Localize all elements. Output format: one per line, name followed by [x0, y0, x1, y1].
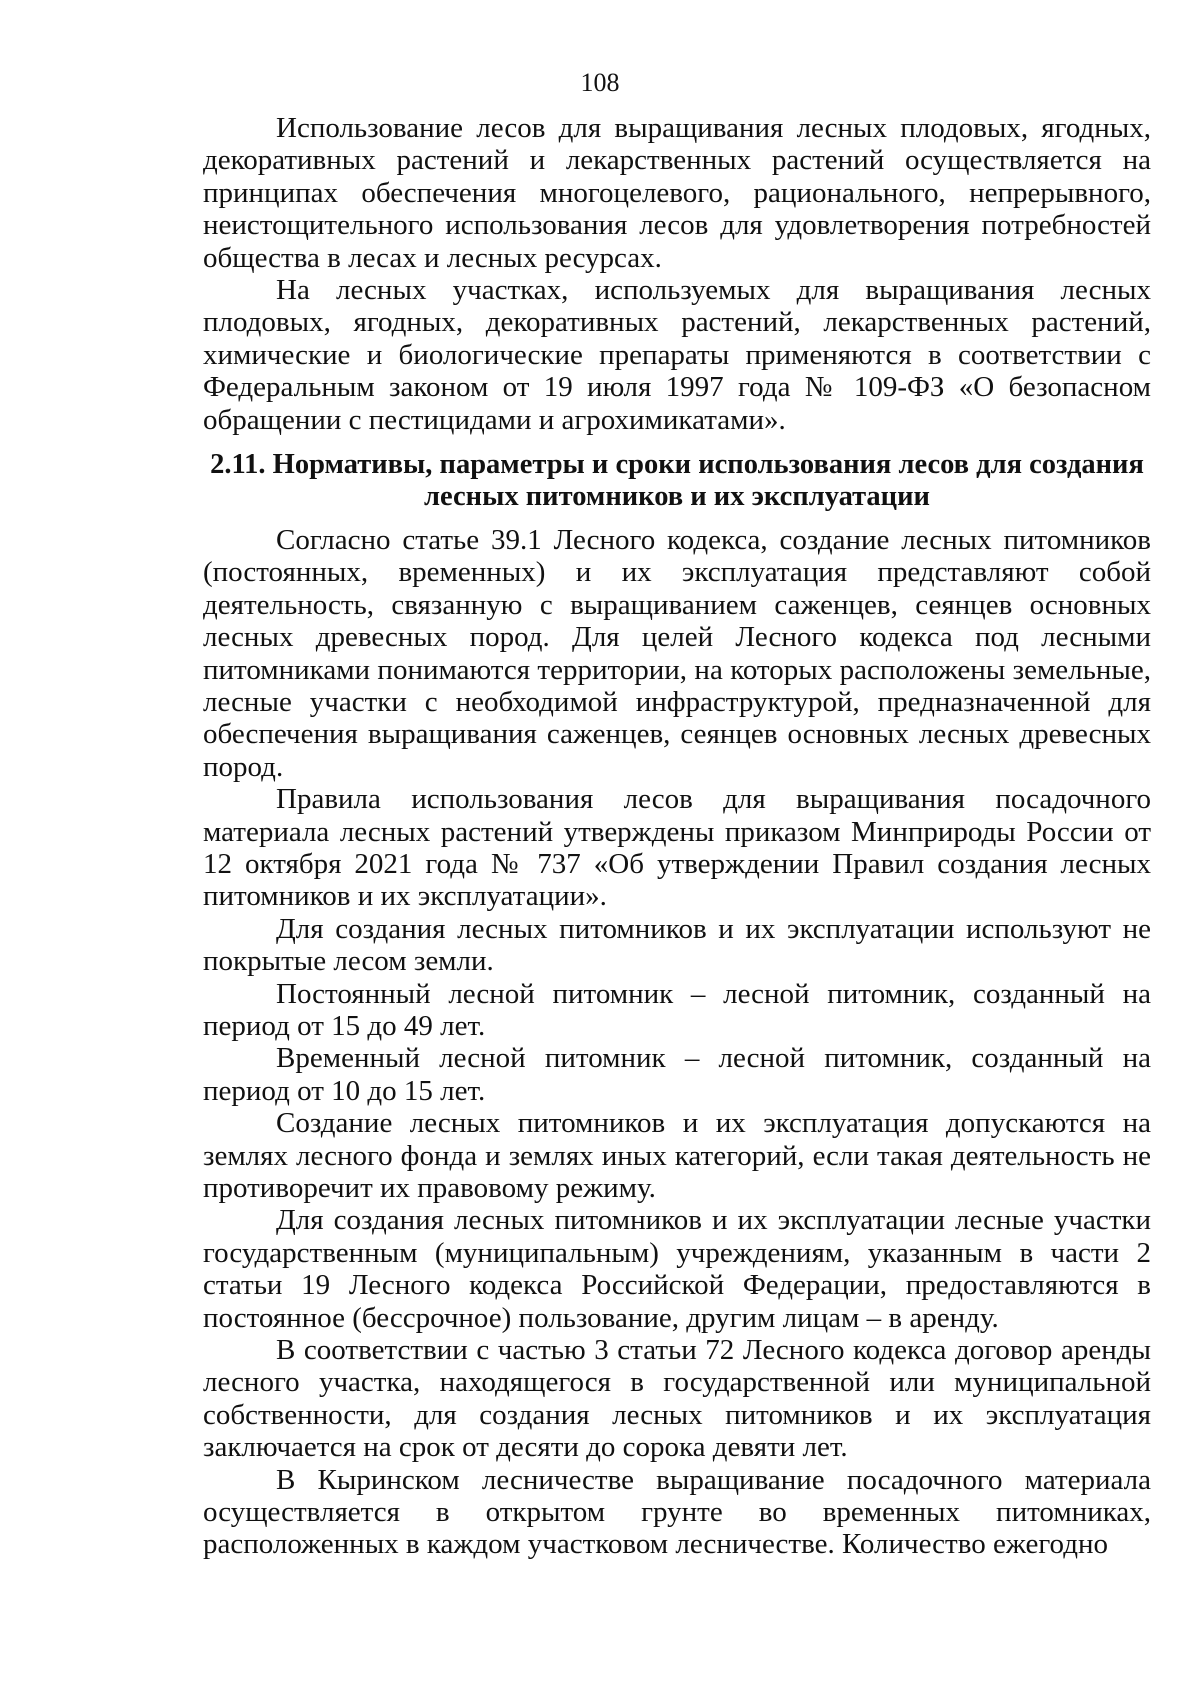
paragraph: На лесных участках, используемых для выращивания лесных плодовых, ягодных, декоративных растений, лекарственных растений, химические и биологические препараты применяются в соответствии с Федеральным законом от 19 июля 1997 года № 109-ФЗ «О безопасном обращении с пестицидами и агрохимикатами». — [203, 274, 1151, 436]
paragraph: Создание лесных питомников и их эксплуатация допускаются на землях лесного фонда и землях иных категорий, если такая деятельность не противоречит их правовому режиму. — [203, 1107, 1151, 1204]
paragraph: Для создания лесных питомников и их эксплуатации используют не покрытые лесом земли. — [203, 912, 1151, 978]
section-heading-line: лесных питомников и их эксплуатации — [424, 481, 930, 513]
paragraph: В соответствии с частью 3 статьи 72 Лесного кодекса договор аренды лесного участка, находящегося в государственной или муниципальной собственности, для создания лесных питомников и их эксплуатация заключается на срок от десяти до сорока девяти лет. — [203, 1334, 1151, 1464]
section-heading-line: 2.11. Нормативы, параметры и сроки использования лесов для создания — [210, 449, 1144, 481]
paragraph: Для создания лесных питомников и их эксплуатации лесные участки государственным (муниципальным) учреждениям, указанным в части 2 статьи 19 Лесного кодекса Российской Федерации, предоставляются в постоянное (бессрочное) пользование, другим лицам – в аренду. — [203, 1204, 1151, 1334]
paragraph: Согласно статье 39.1 Лесного кодекса, создание лесных питомников (постоянных, временных) и их эксплуатация представляют собой деятельность, связанную с выращиванием саженцев, сеянцев основных лесных древесных пород. Для целей Лесного кодекса под лесными питомниками понимаются территории, на которых расположены земельные, лесные участки с необходимой инфраструктурой, предназначенной для обеспечения выращивания саженцев, сеянцев основных лесных древесных пород. — [203, 523, 1151, 783]
paragraph: Использование лесов для выращивания лесных плодовых, ягодных, декоративных растений и лекарственных растений осуществляется на принципах обеспечения многоцелевого, рационального, непрерывного, неистощительного использования лесов для удовлетворения потребностей общества в лесах и лесных ресурсах. — [203, 112, 1151, 274]
page-number: 108 — [580, 68, 620, 97]
document-body — [203, 112, 1151, 1561]
paragraph: Правила использования лесов для выращивания посадочного материала лесных растений утверждены приказом Минприроды России от 12 октября 2021 года № 737 «Об утверждении Правил создания лесных питомников и их эксплуатации». — [203, 783, 1151, 913]
paragraph: В Кыринском лесничестве выращивание посадочного материала осуществляется в открытом грунте во временных питомниках, расположенных в каждом участковом лесничестве. Количество ежегодно — [203, 1463, 1151, 1561]
paragraph: Постоянный лесной питомник – лесной питомник, созданный на период от 15 до 49 лет. — [203, 977, 1151, 1042]
paragraph: Временный лесной питомник – лесной питомник, созданный на период от 10 до 15 лет. — [203, 1042, 1151, 1107]
section-heading — [203, 449, 1151, 514]
